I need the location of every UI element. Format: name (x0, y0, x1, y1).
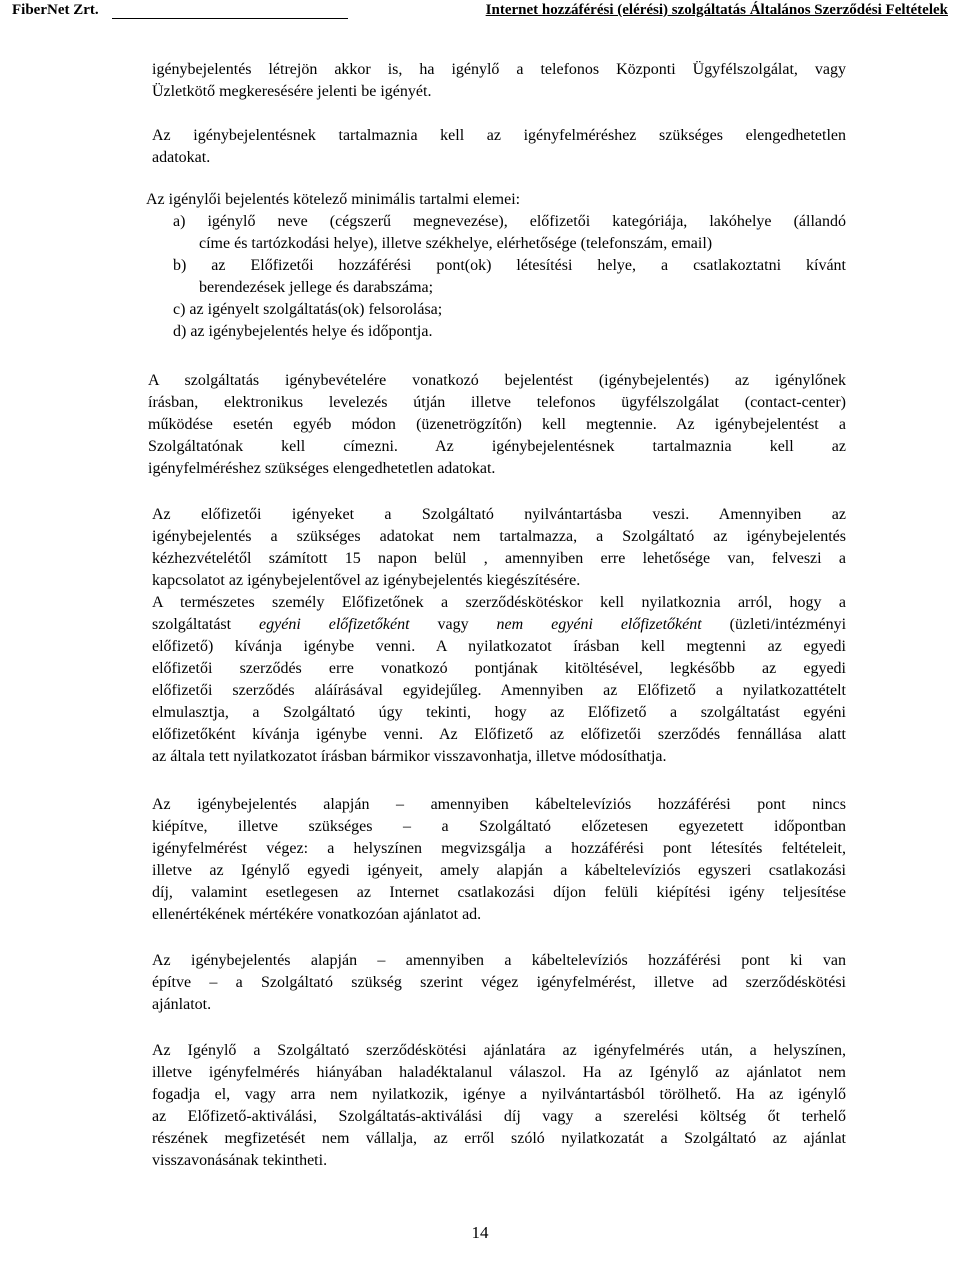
text-line: igényfelmérést végez: a helyszínen megvizsgálja a hozzáférési pont létesítés feltételeit, (152, 840, 846, 857)
text-fragment: vagy (409, 616, 497, 633)
text-line: elmulasztja, a Szolgáltató úgy tekinti, hogy az Előfizető a szolgáltatást egyéni (152, 704, 846, 721)
text-line: kézhezvételétől számított 15 napon belül , amennyiben erre lehetősége van, felveszi a (152, 550, 846, 567)
list-item (173, 321, 846, 343)
list-item (173, 211, 846, 255)
list-item (173, 299, 846, 321)
text-line: fogadja el, vagy arra nem nyilatkozik, igénye a nyilvántartásból törölhető. Ha az igénylő (152, 1086, 846, 1103)
text-line: illetve az Igénylő egyedi igényeit, amely alapján a kábeltelevíziós egyszeri csatlakozási (152, 862, 846, 879)
paragraph-6 (152, 794, 846, 926)
text-line: illetve igényfelmérés hiányában haladéktalanul válaszol. Ha az Igénylő az ajánlatot nem (152, 1064, 846, 1081)
text-emphasis: nem egyéni előfizetőként (496, 616, 702, 633)
paragraph-2 (152, 125, 846, 169)
text-line: Szolgáltatónak kell címezni. Az igénybejelentésnek tartalmaznia kell az (148, 438, 846, 455)
text-line: a) igénylő neve (cégszerű megnevezése), előfizetői kategóriája, lakóhelye (állandó (173, 213, 846, 230)
paragraph-3 (148, 370, 846, 480)
text-emphasis: egyéni előfizetőként (259, 616, 410, 633)
requirements-list (173, 211, 846, 343)
header-rule (112, 18, 348, 19)
text-line: előfizető) kívánja igénybe venni. A nyilatkozatot írásban kell megtenni az egyedi (152, 638, 846, 655)
text-line: díj, valamint esetlegesen az Internet csatlakozási díjon felüli kiépítési igény teljesítése (152, 884, 846, 901)
text-line: igénybejelentés létrejön akkor is, ha igénylő a telefonos Központi Ügyfélszolgálat, vagy (152, 61, 846, 78)
text-line: Az igénybejelentésnek tartalmaznia kell az igényfelméréshez szükséges elengedhetetlen (152, 127, 846, 144)
text-line: működése esetén egyéb módon (üzenetrögzítőn) kell megtennie. Az igénybejelentést a (148, 416, 846, 433)
text-line: Az igénybejelentés alapján – amennyiben a kábeltelevíziós hozzáférési pont ki van (152, 952, 846, 969)
list-intro: Az igénylői bejelentés kötelező minimális tartalmi elemei: (146, 191, 521, 208)
paragraph-1 (152, 59, 846, 103)
text-line: igényfelméréshez szükséges elengedhetetlen adatokat. (148, 460, 496, 477)
text-line: Az Igénylő a Szolgáltató szerződéskötési ajánlatára az igényfelmérés után, a helyszínen, (152, 1042, 846, 1059)
page-header (12, 2, 948, 22)
text-line: c) az igényelt szolgáltatás(ok) felsorolása; (173, 301, 443, 318)
paragraph-7 (152, 950, 846, 1016)
text-line: előfizetői szerződés erre vonatkozó pontjának kitöltésével, legkésőbb az egyedi (152, 660, 846, 677)
text-line: építve – a Szolgáltató szükség szerint végez igényfelmérést, illetve ad szerződéskötési (152, 974, 846, 991)
page-number: 14 (471, 1223, 489, 1242)
text-line: d) az igénybejelentés helye és időpontja. (173, 323, 433, 340)
text-line: előfizetői szerződés aláírásával egyidejűleg. Amennyiben az Előfizető a nyilatkozattételt (152, 682, 846, 699)
header-company: FiberNet Zrt. (12, 2, 99, 18)
text-line: igénybejelentés a szükséges adatokat nem tartalmazza, a Szolgáltató az igénybejelentés (152, 528, 846, 545)
text-fragment: szolgáltatást (152, 616, 260, 633)
text-line: A szolgáltatás igénybevételére vonatkozó bejelentést (igénybejelentés) az igénylőnek (148, 372, 846, 389)
text-line: előfizetőként kívánja igénybe venni. Az Előfizető az előfizetői szerződés fennállása alatt (152, 726, 846, 743)
text-line: berendezések jellege és darabszáma; (199, 279, 434, 296)
text-fragment: (üzleti/intézményi (701, 616, 847, 633)
list-item (173, 255, 846, 299)
text-line: Az igénybejelentés alapján – amennyiben kábeltelevíziós hozzáférési pont nincs (152, 796, 846, 813)
text-line: ajánlatot. (152, 996, 212, 1013)
paragraph-8 (152, 1040, 846, 1172)
text-line: címe és tartózkodási helye), illetve székhelye, elérhetősége (telefonszám, email) (199, 235, 713, 252)
text-line: kiépítve, illetve szükséges – a Szolgáltató előzetesen egyezetett időpontban (152, 818, 846, 835)
text-line: A természetes személy Előfizetőnek a szerződéskötéskor kell nyilatkoznia arról, hogy a (152, 594, 846, 611)
paragraph-4 (152, 504, 846, 592)
text-line: Üzletkötő megkeresésére jelenti be igényét. (152, 83, 432, 100)
text-line: adatokat. (152, 149, 211, 166)
text-line: b) az Előfizetői hozzáférési pont(ok) létesítési helye, a csatlakoztatni kívánt (173, 257, 846, 274)
text-line: írásban, elektronikus levelezés útján illetve telefonos ügyfélszolgálat (contact-center) (148, 394, 846, 411)
text-line: kapcsolatot az igénybejelentővel az igénybejelentés kiegészítésére. (152, 572, 581, 589)
text-line: visszavonásának tekintheti. (152, 1152, 328, 1169)
text-line: részének megfizetését nem vállalja, az erről szóló nyilatkozatát a Szolgáltató az ajánlat (152, 1130, 846, 1147)
text-line: az általa tett nyilatkozatot írásban bármikor visszavonhatja, illetve módosíthatja. (152, 748, 667, 765)
text-line: Az előfizetői igényeket a Szolgáltató nyilvántartásba veszi. Amennyiben az (152, 506, 846, 523)
paragraph-5 (152, 592, 846, 768)
header-title: Internet hozzáférési (elérési) szolgáltatás Általános Szerződési Feltételek (485, 2, 948, 18)
text-line: ellenértékének mértékére vonatkozóan ajánlatot ad. (152, 906, 482, 923)
text-line: az Előfizető-aktiválási, Szolgáltatás-aktiválási díj vagy a szerelési költség őt terhelő (152, 1108, 846, 1125)
text-line-mixed (152, 614, 846, 636)
